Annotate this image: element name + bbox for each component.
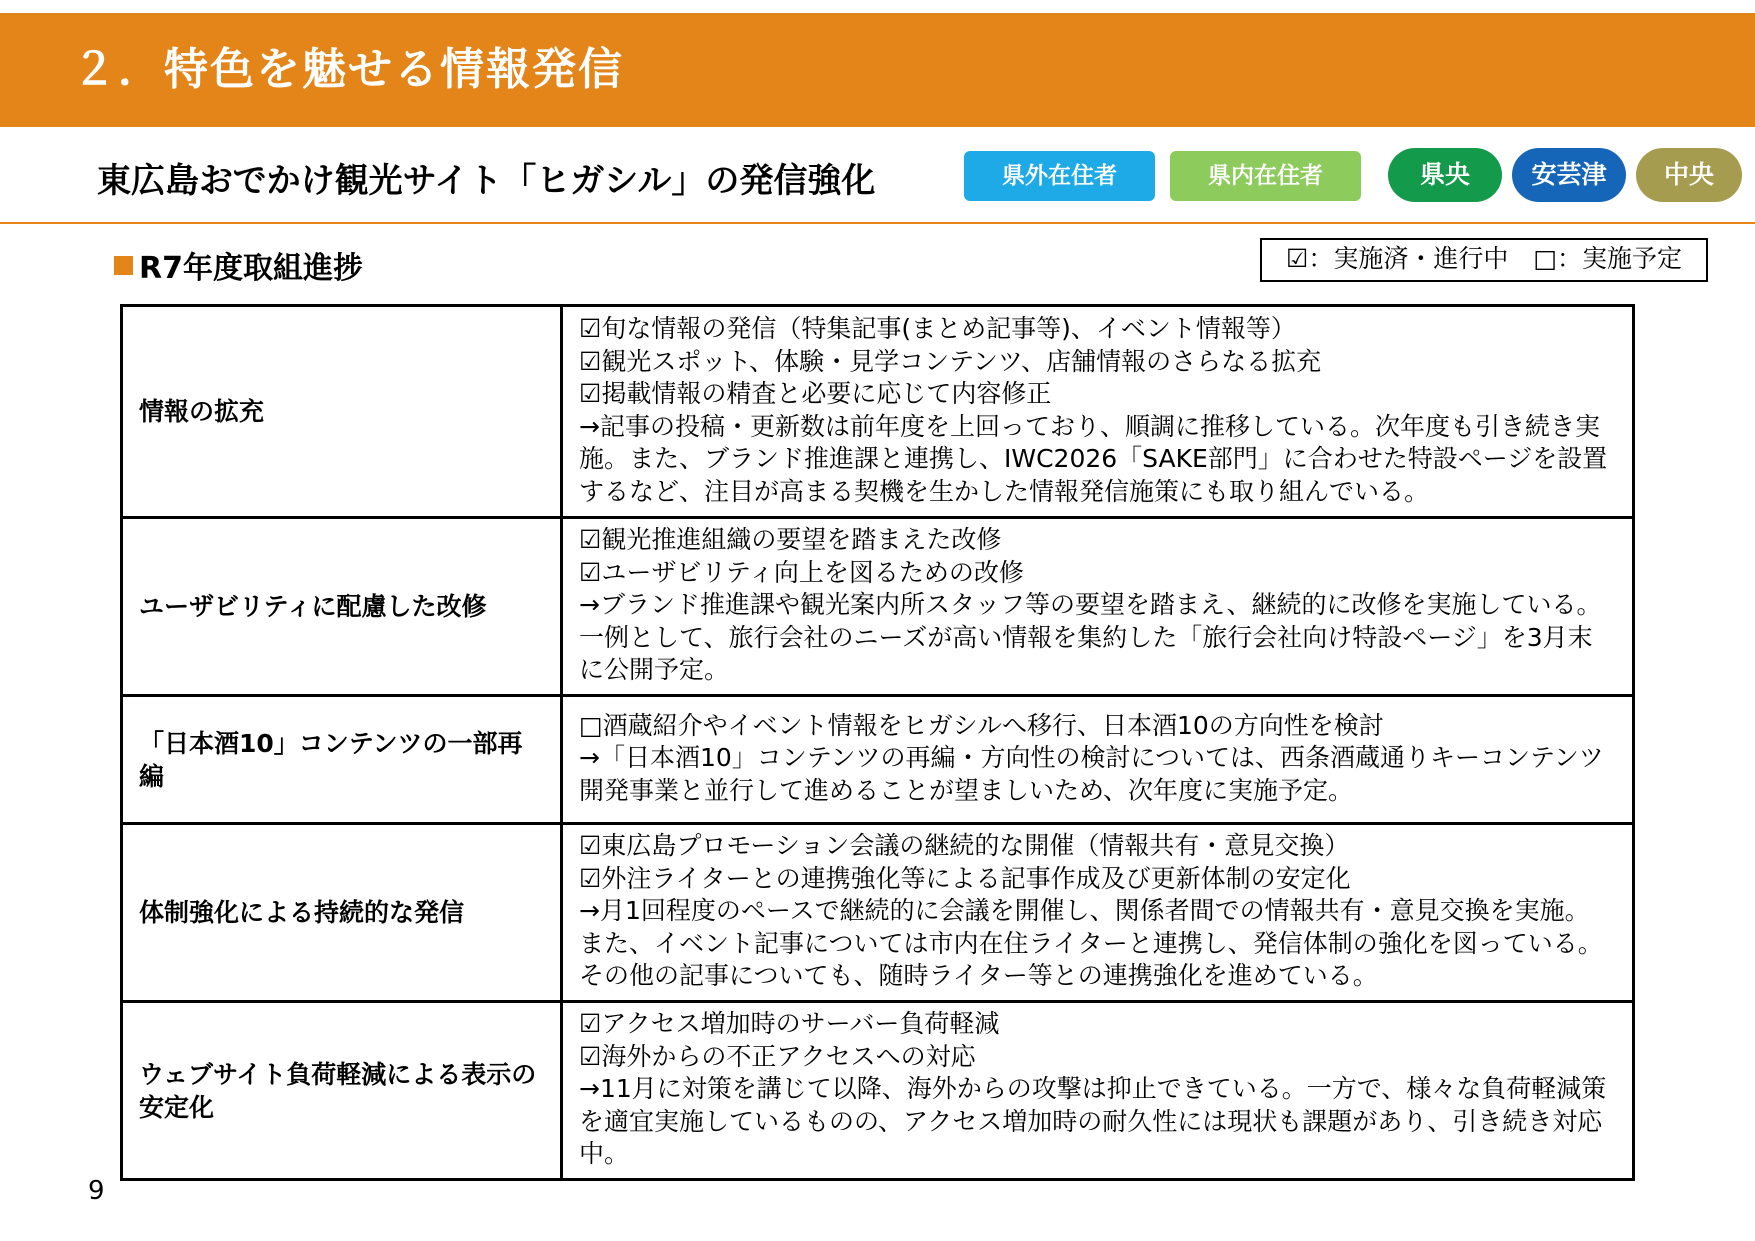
table-row	[122, 696, 1634, 824]
tag-inside-residents: 県内在住者	[1170, 151, 1361, 201]
row-line: ☑ユーザビリティ向上を図るための改修	[579, 557, 1024, 587]
row-label: 「日本酒10」コンテンツの一部再編	[122, 696, 562, 824]
table-row	[122, 518, 1634, 696]
table-row	[122, 1002, 1634, 1180]
tag-kenou: 県央	[1388, 148, 1502, 202]
tag-outside-residents: 県外在住者	[964, 151, 1155, 201]
row-line: →月1回程度のペースで継続的に会議を開催し、関係者間での情報共有・意見交換を実施。また、イベント記事については市内在住ライターと連携し、発信体制の強化を図っている。その他の記事についても、随時ライター等との連携強化を進めている。	[579, 896, 1603, 991]
row-line: ☑観光スポット、体験・見学コンテンツ、店舗情報のさらなる拡充	[579, 346, 1322, 376]
square-bullet-icon	[114, 256, 133, 275]
page-title: ２．特色を魅せる情報発信	[72, 44, 624, 95]
row-label: 体制強化による持続的な発信	[122, 824, 562, 1002]
legend-box: ☑：実施済・進行中 □：実施予定	[1260, 238, 1708, 282]
row-line: ☑外注ライターとの連携強化等による記事作成及び更新体制の安定化	[579, 863, 1351, 893]
slide-subtitle: 東広島おでかけ観光サイト「ヒガシル」の発信強化	[97, 161, 876, 201]
row-label: ユーザビリティに配慮した改修	[122, 518, 562, 696]
section-heading	[114, 243, 363, 287]
row-body	[562, 306, 1634, 518]
row-body	[562, 1002, 1634, 1180]
row-label: 情報の拡充	[122, 306, 562, 518]
row-line: ☑旬な情報の発信（特集記事(まとめ記事等)、イベント情報等）	[579, 314, 1296, 343]
row-line: →「日本酒10」コンテンツの再編・方向性の検討については、西条酒蔵通りキーコンテンツ開発事業と並行して進めることが望ましいため、次年度に実施予定。	[579, 743, 1604, 805]
row-line: →11月に対策を講じて以降、海外からの攻撃は抑止できている。一方で、様々な負荷軽減策を適宜実施しているものの、アクセス増加時の耐久性には現状も課題があり、引き続き対応中。	[579, 1074, 1607, 1169]
row-label: ウェブサイト負荷軽減による表示の安定化	[122, 1002, 562, 1180]
row-line: ☑東広島プロモーション会議の継続的な開催（情報共有・意見交換）	[579, 831, 1350, 861]
row-body	[562, 518, 1634, 696]
row-line: ☑掲載情報の精査と必要に応じて内容修正	[579, 379, 1052, 408]
divider	[0, 222, 1755, 224]
page-number: 9	[88, 1176, 105, 1206]
row-line: ☑海外からの不正アクセスへの対応	[579, 1041, 976, 1071]
progress-table	[120, 304, 1635, 1181]
section-heading-text: R7年度取組進捗	[139, 251, 363, 286]
table-row	[122, 824, 1634, 1002]
table-row	[122, 306, 1634, 518]
row-line: ☑アクセス増加時のサーバー負荷軽減	[579, 1009, 1000, 1039]
tag-chuo: 中央	[1636, 148, 1742, 202]
row-line: □酒蔵紹介やイベント情報をヒガシルへ移行、日本酒10の方向性を検討	[579, 710, 1384, 740]
row-body	[562, 696, 1634, 824]
row-body	[562, 824, 1634, 1002]
row-line: →記事の投稿・更新数は前年度を上回っており、順調に推移している。次年度も引き続き実施。また、ブランド推進課と連携し、IWC2026「SAKE部門」に合わせた特設ページを設置するなど、注目が高まる契機を生かした情報発信施策にも取り組んでいる。	[579, 411, 1608, 506]
row-line: →ブランド推進課や観光案内所スタッフ等の要望を踏まえ、継続的に改修を実施している。一例として、旅行会社のニーズが高い情報を集約した「旅行会社向け特設ページ」を3月末に公開予定。	[579, 590, 1602, 685]
row-line: ☑観光推進組織の要望を踏まえた改修	[579, 525, 1002, 555]
tag-akitsu: 安芸津	[1512, 148, 1626, 202]
